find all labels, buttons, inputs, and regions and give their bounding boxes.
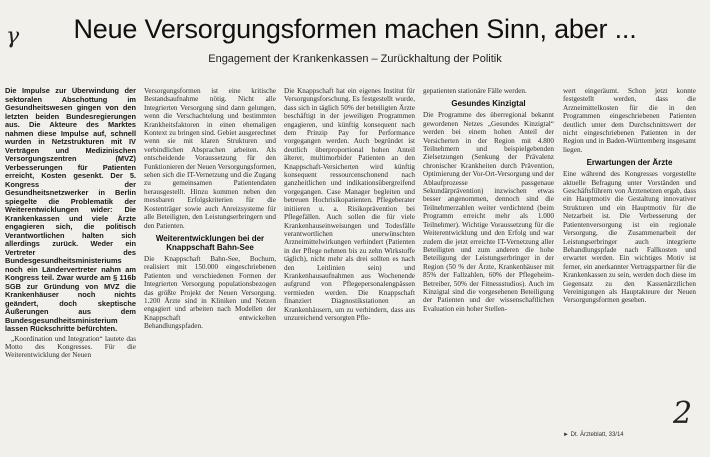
text-column-5 <box>563 87 696 429</box>
handwritten-margin-mark: γ <box>6 24 20 49</box>
paragraph: Die Impulse zur Überwindung der sektoralen Abschottung im Gesundheitswesen gingen von den letzten beiden Bundesregierungen aus. Die Akteure des Marktes nahmen diese Impulse auf, schnell wurden in Netzstrukturen mit IV Verträgen und Medizinischen Versorgungszentren (MVZ) Verbesserungen für Patienten erreicht, Kosten gesenkt. Der 5. Kongress der Gesundheitsnetzwerker in Berlin spiegelte die Problematik der Weiterentwicklungen wider: Die Krankenkassen und viele Ärzte engagieren sich, die politisch Verantwortlichen halten sich allerdings zurück. Weder ein Vertreter des Bundesgesundheitsministeriums noch ein Ländervertreter nahm am Kongress teil. Zwar wurde am § 116b SGB zur Gründung von MVZ die Krankenhäuser noch nichts geändert, doch skeptische Äußerungen aus dem Bundesgesundheitsministerium lassen Rückschritte befürchten. <box>5 87 136 333</box>
paragraph: wert eingeräumt. Schon jetzt konnte festgestellt werden, dass die Arzneimittelkosten für die in den Programmen eingeschriebenen Patienten deutlich unter dem Durchschnittswert der nicht eingeschriebenen Patienten in der Region und in Baden-Württemberg insgesamt liegen. <box>563 87 696 154</box>
article-subtitle: Engagement der Krankenkassen – Zurückhaltung der Politik <box>208 53 502 65</box>
source-reference: ► Dt. Ärzteblatt, 33/14 <box>563 432 624 438</box>
text-column-4 <box>423 87 554 451</box>
section-heading: Erwartungen der Ärzte <box>586 158 673 168</box>
paragraph: Versorgungsformen ist eine kritische Bestandsaufnahme nötig. Nicht alle Integrierten Versorgung sind dann gelungen, wenn die Verschachtelung und bestimmten Krankheitsfaktoren in einen ehemaligen Kontext zu bringen sind. Gebiet ausgerechnet wenn sie mit klaren Strukturen und verbindlichen Absprachen arbeiten. Als entscheidende Voraussetzung für den Funktionieren der Neuen Versorgungsformen, sehen sich die IT-Vernetzung und die Zugang zu gemeinsamen Patientendaten herausgestellt. Hinzu kommen neben den messbaren Erfolgskriterien für die Kostenträger sowie auch Anreizsysteme für alle Beteiligten, den Leistungserbringern und den Patienten. <box>144 87 276 230</box>
text-column-3 <box>284 87 415 451</box>
section-heading: Gesundes Kinzigtal <box>451 99 526 109</box>
handwritten-page-number: 2 <box>673 396 693 431</box>
paragraph: „Koordination und Integration“ lautete das Motto des Kongresses. Für die Weiterentwicklung der Neuen <box>5 334 136 360</box>
text-column-2 <box>144 87 276 451</box>
text-column-1 <box>5 87 136 451</box>
article-title: Neue Versorgungsformen machen Sinn, aber ... <box>73 14 637 44</box>
paragraph: Die Knappschaft hat ein eigenes Institut für Versorgungsforschung. Es festgestellt wurde, dass sich in täglich 50% der beteiligten Ärzte beschäftigt in der jeweiligen Programmen engagieren, und künftig konsequent nach dem Prinzip Pay for Performance vorgegangen werden. Auch begründet ist deutlich überproportional hohen Anteil älterer, multimorbider Patienten an den Knappschaft-Versicherten wird künftig konsequent ressourcenschonend nach ganzheitlichen und indikationsübergreifend vorgegangen. Case Manager begleiten und betreuen Hochrisikopatienten. Pflegeberater initiieren u. a. Risikoprävention bei Pflegefällen. Auch sollen die für viele Krankenhauseinweisungen und Todesfälle verantwortlichen unerwünschten Arzneimittelwirkungen verhindert (Patienten in der Pflege nehmen bis zu zehn Wirkstoffe täglich), nicht mehr als drei sollten es nach den Leitlinien sein) und Krankenhausaufnahmen aus Wochenende aufgrund von Pflegepersonalengpässen vermieden werden. Die Knappschaft finanziert Diagnostikstationen an Krankenhäusern, um zu verhindern, dass aus unzureichend versorgten Pfle- <box>284 87 415 322</box>
paragraph: Die Knappschaft Bahn-See, Bochum, realisiert mit 150.000 eingeschriebenen Patienten und verschiedenen Formen der Integrierten Versorgung populationsbezogen das größte Projekt der Neuen Versorgung. 1.200 Ärzte sind in Kliniken und Netzen engagiert und arbeiten nach Modellen der Knappschaft entwickelten Behandlungspfaden. <box>144 254 276 331</box>
section-heading: Weiterentwicklungen bei der Knappschaft Bahn-See <box>155 233 265 252</box>
paragraph: Eine während des Kongresses vorgestellte aktuelle Befragung unter Vorständen und Geschäftsführern von Ärztenetzen ergab, dass ein Hauptmotiv die Gestaltung innovativer Strukturen und ein Hauptmotiv für die Netzarbeit ist. Die Verbesserung der Patientenversorgung ist ein regionale Versorgung, die Zusammenarbeit der Leistungserbringer auch integrierte Behandlungspfade nach Fallkosten und erwartet werden. Ein wichtiges Motiv ist ferner, ein anerkannter Vertragspartner für die Krankenkassen zu sein, werden doch diese im Gegensatz zu den Kassenärztlichen Vereinigungen als Hauptakteure der Neuen Versorgungsformen gesehen. <box>563 170 696 305</box>
paragraph: gepatienten stationäre Fälle werden. <box>423 87 527 95</box>
paragraph: Die Programme des überregional bekannt gewordenen Netzes „Gesundes Kinzigtal“ werden bei einem hohen Anteil der Versicherten in der Region mit 4.800 Teilnehmern und beispielgebenden Zielsetzungen (Senkung der Prävalenz chronischer Krankheiten durch Prävention, Optimierung der Vor-Ort-Versorgung und der Ablaufprozesse passgenaue Sekundärprävention) inzwischen etwas besser angenommen, dennoch sind die Teilnehmerzahlen weiter verdichtend (beim Programm erreicht mehr als 1.000 Teilnehmer). Wichtige Voraussetzung für die Weiterentwicklung und den Erfolg und war zudem die jetzt erreichte IT-Vernetzung aller Beteiligten und zum anderen die hohe Beteiligung der Leistungserbringer in der Region (50 % der Ärzte, Krankenhäuser mit 85% der Fallzahlen, 60% der Pflegeheim-Betreiber, 50% der Fitnessstudios). Auch im Kinzigtal sind die vorgesehenen Beteiligung der Patienten und der wissenschaftlichen Evaluation ein hoher Stellen- <box>423 111 554 313</box>
